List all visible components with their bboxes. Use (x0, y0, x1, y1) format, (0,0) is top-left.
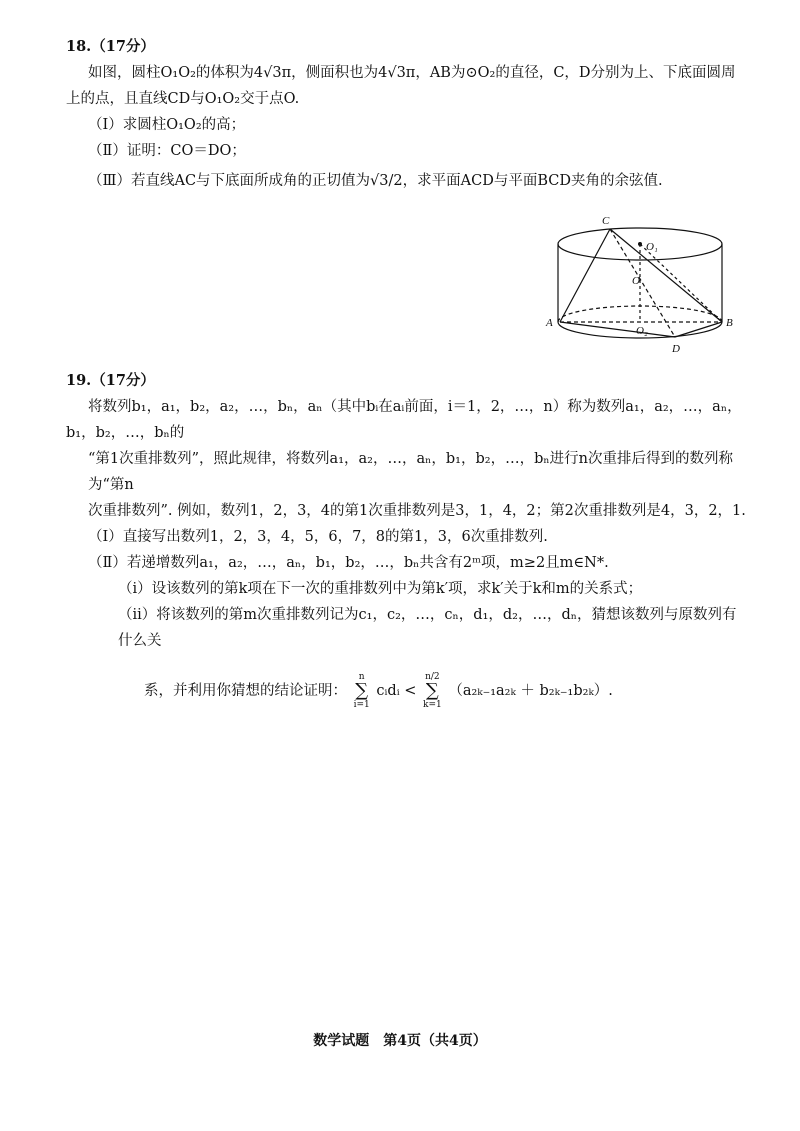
question-18-part2: （Ⅱ）证明：CO＝DO； (88, 143, 246, 159)
sum2-term: （a₂ₖ₋₁a₂ₖ ＋ b₂ₖ₋₁b₂ₖ）. (448, 683, 613, 699)
cylinder-figure (540, 212, 740, 362)
question-19-intro-line3: 次重排数列”. 例如，数列1，2，3，4的第1次重排数列是3，1，4，2；第2次重排数列是4，3，2，1. (88, 503, 746, 519)
question-19-part2: （Ⅱ）若递增数列a₁，a₂，…，aₙ，b₁，b₂，…，bₙ共含有2ᵐ项，m≥2且m∈N*. (88, 555, 609, 571)
label-o2: O₂ (636, 325, 648, 337)
question-18-part3: （Ⅲ）若直线AC与下底面所成角的正切值为√3/2，求平面ACD与平面BCD夹角的余弦值. (88, 173, 663, 189)
question-19-part1: （Ⅰ）直接写出数列1，2，3，4，5，6，7，8的第1，3，6次重排数列. (88, 529, 548, 545)
question-19-intro-line1: 将数列b₁，a₁，b₂，a₂，…，bₙ，aₙ（其中bᵢ在aᵢ前面，i＝1，2，…，n）称为数列a₁，a₂，…，aₙ，b₁，b₂，…，bₙ的 (66, 399, 742, 441)
sigma-icon: ∑ (355, 680, 369, 701)
question-19-header: 19.（17分） (66, 372, 155, 389)
sum-symbol-1 (354, 672, 370, 710)
question-19-intro-line2: “第1次重排数列”，照此规律，将数列a₁，a₂，…，aₙ，b₁，b₂，…，bₙ进行n次重排后得到的数列称为“第n (88, 451, 733, 493)
label-o1: O₁ (646, 241, 658, 253)
sum2-upper: n/2 (425, 672, 440, 682)
label-b: B (726, 317, 733, 329)
sum-symbol-2 (423, 672, 442, 710)
question-19-part2-i: （ⅰ）设该数列的第k项在下一次的重排数列中为第k′项，求k′关于k和m的关系式； (118, 581, 643, 597)
label-a: A (546, 317, 553, 329)
page-footer: 数学试题 第4页（共4页） (313, 1033, 487, 1049)
sigma-icon: ∑ (425, 680, 439, 701)
label-d: D (672, 343, 680, 355)
segment-o1b (640, 244, 722, 322)
segment-cb (610, 229, 722, 322)
bottom-base-back (558, 306, 722, 322)
segment-bd (675, 322, 722, 337)
label-c: C (602, 215, 610, 227)
label-o: O (632, 275, 640, 287)
question-18-part1: （Ⅰ）求圆柱O₁O₂的高； (88, 117, 246, 133)
point-o1 (638, 242, 642, 246)
sum1-lower: i=1 (353, 700, 370, 710)
segment-cd (610, 229, 675, 337)
question-19 (66, 368, 746, 710)
question-18 (66, 34, 746, 194)
segment-ad (560, 322, 675, 337)
question-19-part2-ii-prefix: 系，并利用你猜想的结论证明： (144, 683, 347, 699)
question-19-part2-ii-line1: （ⅱ）将该数列的第m次重排数列记为c₁，c₂，…，cₙ，d₁，d₂，…，dₙ，猜想该数列与原数列有什么关 (118, 607, 737, 649)
sum1-term: cᵢdᵢ < (376, 683, 417, 699)
question-18-header: 18.（17分） (66, 38, 155, 55)
sum1-upper: n (358, 672, 365, 682)
question-19-part2-ii-line2 (66, 672, 746, 710)
question-18-intro: 如图，圆柱O₁O₂的体积为4√3π，侧面积也为4√3π，AB为⊙O₂的直径，C，D分别为上、下底面圆周上的点，且直线CD与O₁O₂交于点O. (66, 65, 736, 107)
segment-ca (560, 229, 610, 322)
sum2-lower: k=1 (422, 700, 442, 710)
